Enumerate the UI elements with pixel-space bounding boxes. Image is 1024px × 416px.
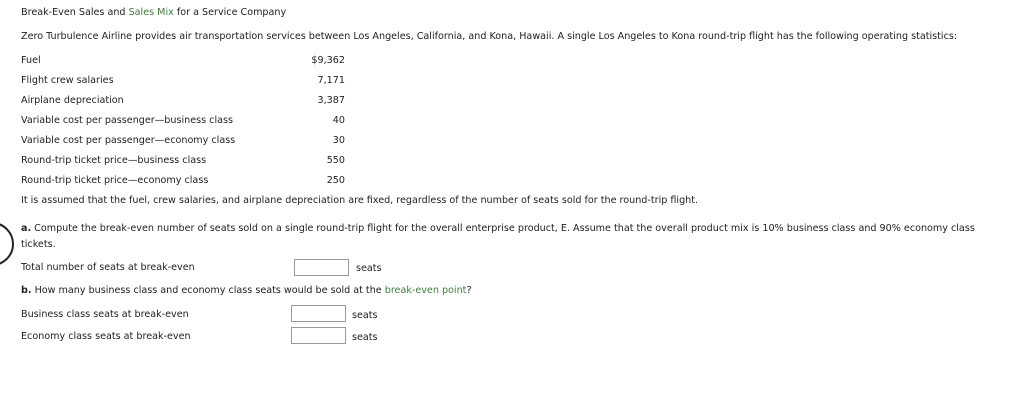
stat-label: Variable cost per passenger—business class (21, 115, 233, 126)
question-b-suffix: ? (466, 285, 472, 296)
economy-seats-label: Economy class seats at break-even (21, 331, 191, 342)
question-b (21, 285, 472, 296)
question-b-text: How many business class and economy class seats would be sold at the (31, 285, 385, 296)
total-seats-unit: seats (356, 263, 382, 274)
business-seats-label: Business class seats at break-even (21, 309, 189, 320)
stat-row-var-cost-business (21, 115, 351, 131)
stat-row-crew-salaries (21, 75, 351, 91)
stat-label: Round-trip ticket price—business class (21, 155, 207, 166)
stat-value: 40 (332, 115, 345, 126)
stat-value: $9,362 (311, 55, 345, 66)
assumption-note: It is assumed that the fuel, crew salaries, and airplane depreciation are fixed, regardless of the number of seats sold for the round-trip flight. (21, 195, 699, 206)
stat-row-var-cost-economy (21, 135, 351, 151)
question-b-marker: b. (21, 285, 32, 296)
break-even-point-link[interactable]: break-even point (384, 285, 467, 296)
business-seats-unit: seats (352, 310, 378, 321)
question-a-text: Compute the break-even number of seats sold on a single round-trip flight for the overall enterprise product, E. Assume that the overall product mix is 10% business class and 90% economy class tickets. (21, 223, 975, 250)
sales-mix-link[interactable]: Sales Mix (128, 7, 174, 18)
stat-value: 250 (326, 175, 345, 186)
stat-label: Fuel (21, 55, 41, 66)
page-title (21, 7, 286, 18)
question-a (21, 221, 1011, 253)
title-suffix: for a Service Company (173, 7, 287, 18)
intro-text: Zero Turbulence Airline provides air transportation services between Los Angeles, California, and Kona, Hawaii. A single Los Angeles to Kona round-trip flight has the following operating statistics: (21, 31, 958, 42)
question-a-marker: a. (21, 223, 32, 234)
stat-label: Airplane depreciation (21, 95, 124, 106)
business-seats-input[interactable] (291, 305, 346, 322)
stat-label: Variable cost per passenger—economy class (21, 135, 236, 146)
stat-value: 550 (326, 155, 345, 166)
stat-row-price-business (21, 155, 351, 171)
title-prefix: Break-Even Sales and (21, 7, 129, 18)
stat-row-depreciation (21, 95, 351, 111)
circular-marker (0, 222, 14, 266)
economy-seats-input[interactable] (291, 327, 346, 344)
stat-value: 30 (332, 135, 345, 146)
total-seats-input[interactable] (294, 259, 349, 276)
stat-value: 3,387 (317, 95, 345, 106)
stat-row-fuel (21, 55, 351, 71)
stat-label: Flight crew salaries (21, 75, 114, 86)
total-seats-label: Total number of seats at break-even (21, 262, 195, 273)
stat-row-price-economy (21, 175, 351, 191)
stat-label: Round-trip ticket price—economy class (21, 175, 209, 186)
stat-value: 7,171 (317, 75, 345, 86)
economy-seats-unit: seats (352, 332, 378, 343)
